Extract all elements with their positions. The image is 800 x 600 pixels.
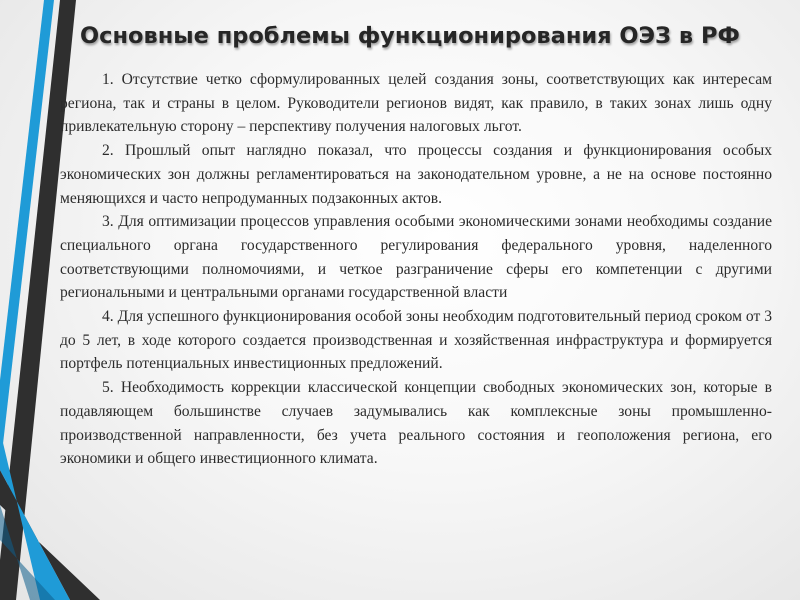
paragraph-5: 5. Необходимость коррекции классической концепции свободных экономических зон, которые в подавляющем большинстве случаев задумывались как комплексные зоны промышленно-производственной направленности, без учета реального состояния и геоположения региона, его экономики и общего инвестиционного климата. [60, 379, 772, 468]
paragraph-4: 4. Для успешного функционирования особой зоны необходим подготовительный период сроком от 3 до 5 лет, в ходе которого создается производственная и хозяйственная инфраструктура и формируется портфель потенциальных инвестиционных предложений. [60, 308, 772, 373]
paragraph-1: 1. Отсутствие четко сформулированных целей создания зоны, соответствующих как интересам региона, так и страны в целом. Руководители регионов видят, как правило, в таких зонах лишь одну привлекательную сторону – перспективу получения налоговых льгот. [60, 71, 772, 136]
slide-title: Основные проблемы функционирования ОЭЗ в РФ [80, 23, 740, 49]
slide-body [60, 68, 772, 471]
paragraph-3: 3. Для оптимизации процессов управления особыми экономическими зонами необходимы создание специального органа государственного регулирования федерального уровня, наделенного соответствующими полномочиями, и четкое разграничение сферы его компетенции с другими региональными и центральными органами государственной власти [60, 213, 772, 302]
paragraph-2: 2. Прошлый опыт наглядно показал, что процессы создания и функционирования особых экономических зон должны регламентироваться на законодательном уровне, а не на основе постоянно меняющихся и часто непродуманных подзаконных актов. [60, 142, 772, 207]
